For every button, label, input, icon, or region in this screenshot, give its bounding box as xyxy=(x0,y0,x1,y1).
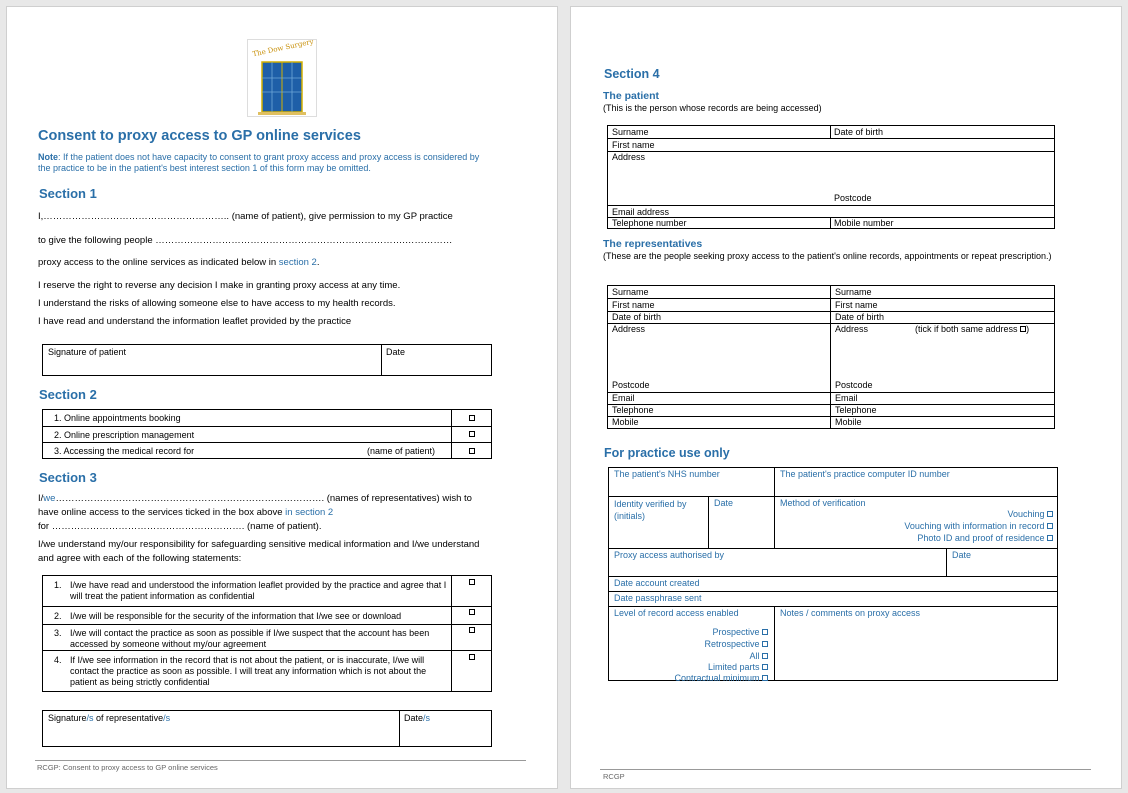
s3-l1-a: I/ xyxy=(38,493,44,504)
note xyxy=(38,152,488,174)
section-2-ref: section 2 xyxy=(278,257,317,268)
field-label: Email xyxy=(612,393,635,403)
field-label: Date account created xyxy=(614,578,700,588)
postcode-label: Postcode xyxy=(834,193,872,203)
rep2-surname[interactable] xyxy=(831,286,1054,298)
statement-row xyxy=(43,576,491,606)
photo-id-option[interactable] xyxy=(917,533,1053,543)
practice-logo xyxy=(247,39,317,117)
statement-text: If I/we see information in the record that is not about the patient, or is inaccurate, I/we will contact the practice as soon as possible. I will treat any information which is not about the patient as being strictly confidential xyxy=(70,655,427,687)
mobile-field[interactable] xyxy=(830,217,1054,228)
field-label: Surname xyxy=(835,287,872,297)
document-page-2 xyxy=(570,6,1122,789)
practice-use-heading: For practice use only xyxy=(604,446,730,460)
statement-row xyxy=(43,624,491,650)
level-option[interactable] xyxy=(674,673,768,683)
service-check-cell xyxy=(451,427,491,442)
service-row xyxy=(43,442,491,458)
field-label: Mobile number xyxy=(834,218,894,228)
level-checkbox[interactable] xyxy=(762,629,768,635)
signature-label: Signature of patient xyxy=(48,347,127,357)
field-label: Date of birth xyxy=(835,312,885,322)
rep2-address[interactable] xyxy=(831,323,1054,392)
field-label: First name xyxy=(612,140,655,150)
surname-field[interactable] xyxy=(608,126,830,138)
services-table xyxy=(42,409,492,459)
field-label: Address xyxy=(612,324,646,334)
service-checkbox[interactable] xyxy=(469,448,475,454)
rep2-mobile[interactable] xyxy=(831,416,1054,428)
service-checkbox[interactable] xyxy=(469,431,475,437)
representative-signature-table xyxy=(42,710,492,747)
field-label: Proxy access authorised by xyxy=(614,550,725,560)
s3-l3-b: (name of patient). xyxy=(244,521,322,532)
field-label: Identity verified by (initials) xyxy=(614,499,687,521)
vouching-info-option[interactable] xyxy=(904,521,1053,531)
s1-line-6: I have read and understand the information leaflet provided by the practice xyxy=(38,316,352,327)
rep1-telephone[interactable] xyxy=(608,404,830,416)
representative-date-field[interactable] xyxy=(399,711,491,746)
telephone-field[interactable] xyxy=(608,217,830,228)
verification-method-field xyxy=(774,496,1057,548)
rep-date-b: /s xyxy=(423,713,431,723)
field-label: The patient's NHS number xyxy=(614,469,720,479)
rep-sig-c: of representative xyxy=(93,713,164,723)
note-label: Note xyxy=(38,152,58,162)
rep-date-a: Date xyxy=(404,713,424,723)
rep-sig-d: /s xyxy=(163,713,171,723)
statement-number: 2. xyxy=(54,611,62,621)
section-3-heading: Section 3 xyxy=(39,470,97,485)
representative-signature-field[interactable] xyxy=(43,711,399,746)
rep1-email[interactable] xyxy=(608,392,830,404)
statement-check-cell xyxy=(451,607,491,624)
service-label: 3. Accessing the medical record for xyxy=(54,446,195,456)
statement-text: I/we will contact the practice as soon as possible if I/we suspect that the account has been accessed by someone without my/our agreement xyxy=(70,628,430,649)
level-option[interactable] xyxy=(712,627,768,637)
option-label: Vouching with information in record xyxy=(904,521,1045,531)
note-text: : If the patient does not have capacity to consent to grant proxy access and proxy access is considered by the practice to be in the patient's best interest section 1 of this form may be omitted. xyxy=(38,152,480,173)
statement-checkbox[interactable] xyxy=(469,627,475,633)
patient-subtitle: (This is the person whose records are being accessed) xyxy=(603,103,822,113)
rep1-first-name[interactable] xyxy=(608,298,830,311)
page-title: Consent to proxy access to GP online services xyxy=(38,128,361,144)
page-footer: RCGP xyxy=(603,772,625,781)
s1-line-1 xyxy=(38,211,453,223)
level-checkbox[interactable] xyxy=(762,653,768,659)
rep2-email[interactable] xyxy=(831,392,1054,404)
statement-check-cell xyxy=(451,651,491,692)
statement-check-cell xyxy=(451,625,491,650)
patient-heading: The patient xyxy=(603,90,660,102)
statement-number: 1. xyxy=(54,580,62,590)
s3-l2-a: have online access to the services ticked in the box above xyxy=(38,507,286,518)
field-label: Email address xyxy=(612,207,670,217)
same-address-text: (tick if both same address xyxy=(915,324,1018,334)
option-label: Vouching xyxy=(1007,509,1045,519)
verification-date-field[interactable] xyxy=(708,496,774,548)
field-label: Notes / comments on proxy access xyxy=(780,608,921,618)
representatives-heading: The representatives xyxy=(603,238,703,250)
identity-verified-field[interactable] xyxy=(609,496,708,548)
level-option[interactable] xyxy=(708,662,768,672)
field-label: Telephone number xyxy=(612,218,687,228)
service-row xyxy=(43,426,491,442)
practice-use-table xyxy=(608,467,1058,681)
rep-sig-a: Signature xyxy=(48,713,87,723)
level-label: Retrospective xyxy=(704,639,760,649)
statement-check-cell xyxy=(451,576,491,606)
same-address-note xyxy=(915,324,1029,335)
s3-l1-we: we xyxy=(43,493,56,504)
rep1-mobile[interactable] xyxy=(608,416,830,428)
patient-signature-field[interactable] xyxy=(43,345,381,375)
field-label: First name xyxy=(835,300,878,310)
authorised-by-field[interactable] xyxy=(609,548,946,576)
footer-rule xyxy=(35,760,526,761)
passphrase-sent-field[interactable] xyxy=(609,591,1057,606)
section-4-heading: Section 4 xyxy=(604,67,660,81)
field-label: Level of record access enabled xyxy=(614,608,739,618)
practice-id-field[interactable] xyxy=(774,468,1057,496)
field-label: Email xyxy=(835,393,858,403)
s1-line-3-c: . xyxy=(316,257,320,268)
s3-line-2 xyxy=(38,507,333,519)
service-suffix: (name of patient) xyxy=(367,446,436,456)
rep1-address[interactable] xyxy=(608,323,830,392)
patient-signature-table xyxy=(42,344,492,376)
field-label: Mobile xyxy=(612,417,639,427)
s1-line-4: I reserve the right to reverse any decision I make in granting proxy access at any time. xyxy=(38,280,401,291)
rep1-dob[interactable] xyxy=(608,311,830,323)
field-label: Date of birth xyxy=(612,312,662,322)
field-label: Surname xyxy=(612,287,649,297)
same-address-checkbox[interactable] xyxy=(1020,326,1026,332)
field-label: Date xyxy=(714,498,734,508)
rep2-telephone[interactable] xyxy=(831,404,1054,416)
s3-line-3 xyxy=(38,521,321,533)
statement-text: I/we will be responsible for the security of the information that I/we see or download xyxy=(70,611,402,621)
page-footer: RCGP: Consent to proxy access to GP online services xyxy=(37,763,218,772)
section-2-heading: Section 2 xyxy=(39,387,97,402)
s3-line-4: I/we understand my/our responsibility for safeguarding sensitive medical information and I/we understand xyxy=(38,539,480,550)
logo-text: The Dow Surgery xyxy=(251,37,315,59)
representatives-table xyxy=(607,285,1055,429)
field-label: Mobile xyxy=(835,417,862,427)
authorised-date-field[interactable] xyxy=(946,548,1057,576)
option-label: Photo ID and proof of residence xyxy=(917,533,1045,543)
level-checkbox[interactable] xyxy=(762,641,768,647)
account-created-field[interactable] xyxy=(609,576,1057,591)
field-label: Address xyxy=(835,324,869,334)
email-field[interactable] xyxy=(608,205,1054,217)
field-label: The patient's practice computer ID number xyxy=(780,469,950,479)
s3-line-1 xyxy=(38,493,472,505)
document-page-1 xyxy=(6,6,558,789)
rep2-first-name[interactable] xyxy=(831,298,1054,311)
rep2-dob[interactable] xyxy=(831,311,1054,323)
field-label: First name xyxy=(612,300,655,310)
section-1-heading: Section 1 xyxy=(39,186,97,201)
level-option[interactable] xyxy=(749,651,768,661)
service-checkbox[interactable] xyxy=(469,415,475,421)
field-label: Date xyxy=(952,550,972,560)
first-name-field[interactable] xyxy=(608,138,1054,151)
field-label: Date of birth xyxy=(834,127,884,137)
s1-line-3 xyxy=(38,257,319,269)
service-check-cell xyxy=(451,443,491,459)
s3-l1-d: (names of representatives) wish to xyxy=(324,493,472,504)
service-check-cell xyxy=(451,410,491,426)
s3-line-5: and agree with each of the following statements: xyxy=(38,553,242,564)
vouching-checkbox[interactable] xyxy=(1047,511,1053,517)
level-checkbox[interactable] xyxy=(762,664,768,670)
statement-row xyxy=(43,606,491,624)
s1-line-3-a: proxy access to the online services as indicated below in xyxy=(38,257,279,268)
patient-name-blank[interactable]: I,………………………………………………….. xyxy=(38,211,230,222)
level-option[interactable] xyxy=(704,639,768,649)
statement-text: I/we have read and understood the information leaflet provided by the practice and agree that I will treat the patient information as confidential xyxy=(70,580,447,601)
patient-date-field[interactable] xyxy=(381,345,491,375)
postcode-label: Postcode xyxy=(612,380,650,390)
field-label: Date passphrase sent xyxy=(614,593,702,603)
dob-field[interactable] xyxy=(830,126,1054,138)
rep-date-label xyxy=(404,713,430,724)
statement-number: 3. xyxy=(54,628,62,638)
field-label: Telephone xyxy=(835,405,877,415)
level-label: Prospective xyxy=(712,627,760,637)
level-label: Limited parts xyxy=(707,662,760,672)
vouching-info-checkbox[interactable] xyxy=(1047,523,1053,529)
s1-line-1-text: (name of patient), give permission to my GP practice xyxy=(229,211,453,222)
statement-number: 4. xyxy=(54,655,62,665)
s1-line-2[interactable]: to give the following people …………………………………………………………………….…………… xyxy=(38,235,453,246)
representatives-blank[interactable]: …………………………………………………………………………. xyxy=(55,493,325,504)
rep-signature-label xyxy=(48,713,170,724)
field-label: Address xyxy=(612,152,646,162)
field-label: Method of verification xyxy=(780,498,866,508)
rep1-column xyxy=(608,286,830,428)
vouching-option[interactable] xyxy=(1007,509,1053,519)
patient-details-table xyxy=(607,125,1055,229)
postcode-label: Postcode xyxy=(835,380,873,390)
representatives-subtitle: (These are the people seeking proxy access to the patient's online records, appointments or repeat prescription.) xyxy=(603,251,1052,261)
date-label: Date xyxy=(386,347,406,357)
statements-table xyxy=(42,575,492,692)
address-field[interactable] xyxy=(608,151,1054,205)
level-label: All xyxy=(749,651,760,661)
access-level-field xyxy=(609,606,774,683)
notes-field[interactable] xyxy=(774,606,1057,680)
photo-id-checkbox[interactable] xyxy=(1047,535,1053,541)
statement-checkbox[interactable] xyxy=(469,654,475,660)
patient-name-blank-2[interactable]: for ……………………………………………………. xyxy=(38,521,245,532)
nhs-number-field[interactable] xyxy=(609,468,774,496)
statement-row xyxy=(43,650,491,691)
rep-sig-b: /s xyxy=(86,713,94,723)
footer-rule xyxy=(600,769,1091,770)
statement-checkbox[interactable] xyxy=(469,609,475,615)
service-label: 2. Online prescription management xyxy=(54,430,195,440)
s1-line-5: I understand the risks of allowing someone else to have access to my health records. xyxy=(38,298,396,309)
level-label: Contractual minimum xyxy=(674,673,760,683)
same-address-close: ) xyxy=(1026,324,1030,334)
field-label: Telephone xyxy=(612,405,654,415)
level-checkbox[interactable] xyxy=(762,675,768,681)
service-row xyxy=(43,410,491,426)
s3-l2-b: in section 2 xyxy=(285,507,334,518)
field-label: Surname xyxy=(612,127,649,137)
rep1-surname[interactable] xyxy=(608,286,830,298)
service-label: 1. Online appointments booking xyxy=(54,413,181,423)
rep2-column xyxy=(830,286,1054,428)
statement-checkbox[interactable] xyxy=(469,579,475,585)
